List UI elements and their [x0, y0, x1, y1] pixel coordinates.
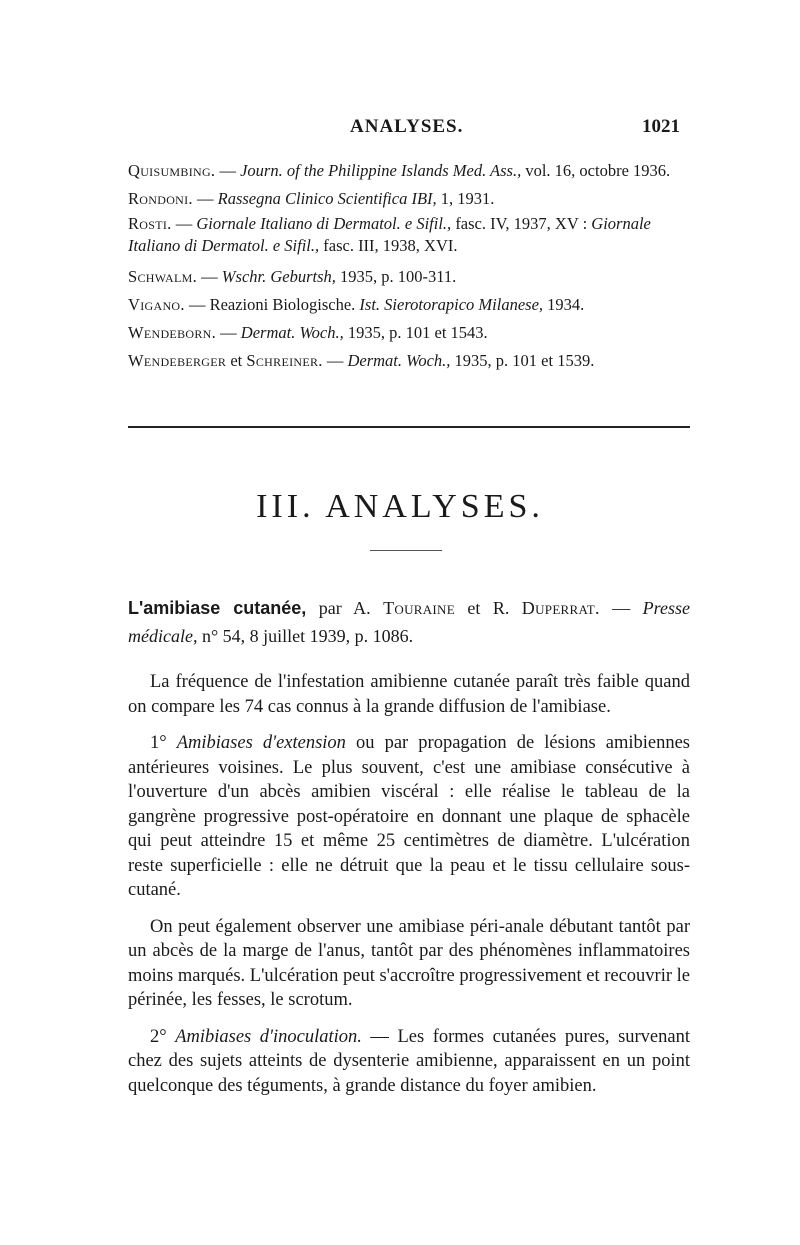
reference-journal: Journ. of the Philippine Islands Med. Ass., [240, 161, 522, 180]
reference-details: 1, 1931. [436, 189, 495, 208]
reference-author: Rosti. [128, 214, 172, 233]
reference-author: Rondoni. [128, 189, 193, 208]
reference-separator: — [184, 295, 210, 314]
reference-separator: — [197, 267, 222, 286]
article-author: Touraine [383, 598, 455, 618]
reference-item [128, 185, 688, 213]
reference-details: fasc. III, 1938, XVI. [319, 236, 458, 255]
reference-separator: — [322, 351, 348, 370]
body-paragraph [128, 1025, 690, 1099]
article-author: Duperrat. [521, 598, 600, 618]
reference-author: Schreiner. [246, 351, 323, 370]
reference-journal: Giornale Italiano di Dermatol. e Sifil., [128, 214, 651, 255]
reference-journal: Wschr. Geburtsh, [221, 267, 336, 286]
reference-author: Wendeborn. [128, 323, 217, 342]
page-number: 1021 [642, 116, 680, 137]
article-title: L'amibiase cutanée, [128, 598, 307, 618]
reference-journal: Rassegna Clinico Scientifica IBI, [217, 189, 437, 208]
paragraph-lead: 1° [150, 733, 177, 753]
reference-item [128, 263, 688, 291]
reference-list [128, 157, 688, 375]
section-divider [128, 426, 690, 428]
reference-item [128, 291, 688, 319]
paragraph-text: La fréquence de l'infestation amibienne cutanée paraît très faible quand on compare les 74 cas connus à la grande diffusion de l'amibiase. [128, 672, 690, 717]
reference-details: vol. 16, octobre 1936. [521, 161, 671, 180]
section-heading: III. ANALYSES. [256, 488, 544, 525]
reference-details: 1935, p. 100-311. [335, 267, 457, 286]
reference-details: 1935, p. 101 et 1543. [343, 323, 488, 342]
article-source: Presse médicale, [128, 598, 690, 646]
article [128, 594, 690, 1110]
running-header [130, 116, 680, 146]
reference-separator: — [192, 189, 218, 208]
paragraph-lead: 2° [150, 1026, 176, 1047]
article-by: par A. [306, 598, 384, 618]
paragraph-subheading: Amibiases d'extension [176, 733, 346, 753]
paragraph-text: ou par propagation de lésions amibiennes antérieures voisines. Le plus souvent, c'est une amibiase consécutive à l'ouverture d'un abcès amibien viscéral : elle réalise le tableau de la gangrène progressive post-opératoire en donnant une plaque de sphacèle qui peut atteindre 15 et même 25 centimètres de diamètre. L'ulcération reste superficielle : elle ne détruit que la peau et le tissu cellulaire sous-cutané. [128, 733, 690, 900]
article-details: n° 54, 8 juillet 1939, p. 1086. [197, 626, 414, 646]
reference-author: Wendeberger [128, 351, 227, 370]
reference-item [128, 157, 688, 185]
body-paragraph [128, 670, 690, 719]
reference-journal: Giornale Italiano di Dermatol. e Sifil., [196, 214, 452, 233]
article-dash: — [599, 598, 643, 618]
reference-details: fasc. IV, 1937, XV : [451, 214, 592, 233]
reference-journal: Dermat. Woch., [240, 323, 344, 342]
reference-item [128, 213, 688, 257]
body-paragraph [128, 731, 690, 903]
heading-rule [370, 550, 442, 551]
reference-item [128, 319, 688, 347]
reference-journal: Ist. Sierotorapico Milanese, [359, 295, 544, 314]
article-conjunction: et R. [454, 598, 522, 618]
paragraph-text: — Les formes cutanées pures, survenant chez des sujets atteints de dysenterie amibienne, apparaissent en un point quelconque des téguments, à grande distance du foyer amibien. [128, 1026, 690, 1096]
article-heading [128, 594, 690, 650]
body-paragraph [128, 915, 690, 1013]
running-title: ANALYSES. [350, 116, 464, 137]
reference-separator: — [215, 161, 241, 180]
reference-author: Schwalm. [128, 267, 198, 286]
reference-item [128, 347, 688, 375]
reference-details: 1935, p. 101 et 1539. [450, 351, 595, 370]
reference-author: Vigano. [128, 295, 185, 314]
reference-separator: — [216, 323, 241, 342]
reference-conjunction: et [226, 351, 247, 370]
reference-details: 1934. [543, 295, 585, 314]
paragraph-text: On peut également observer une amibiase péri-anale débutant tantôt par un abcès de la marge de l'anus, tantôt par des phénomènes inflammatoires moins marqués. L'ulcération peut s'accroître progressivement et recouvrir le périnée, les fesses, le scrotum. [128, 916, 690, 1010]
reference-author: Quisumbing. [128, 161, 216, 180]
paragraph-subheading: Amibiases d'inoculation. [175, 1026, 362, 1047]
reference-separator: — [171, 214, 197, 233]
reference-journal: Dermat. Woch., [347, 351, 451, 370]
reference-title: Reazioni Biologische. [209, 295, 360, 314]
